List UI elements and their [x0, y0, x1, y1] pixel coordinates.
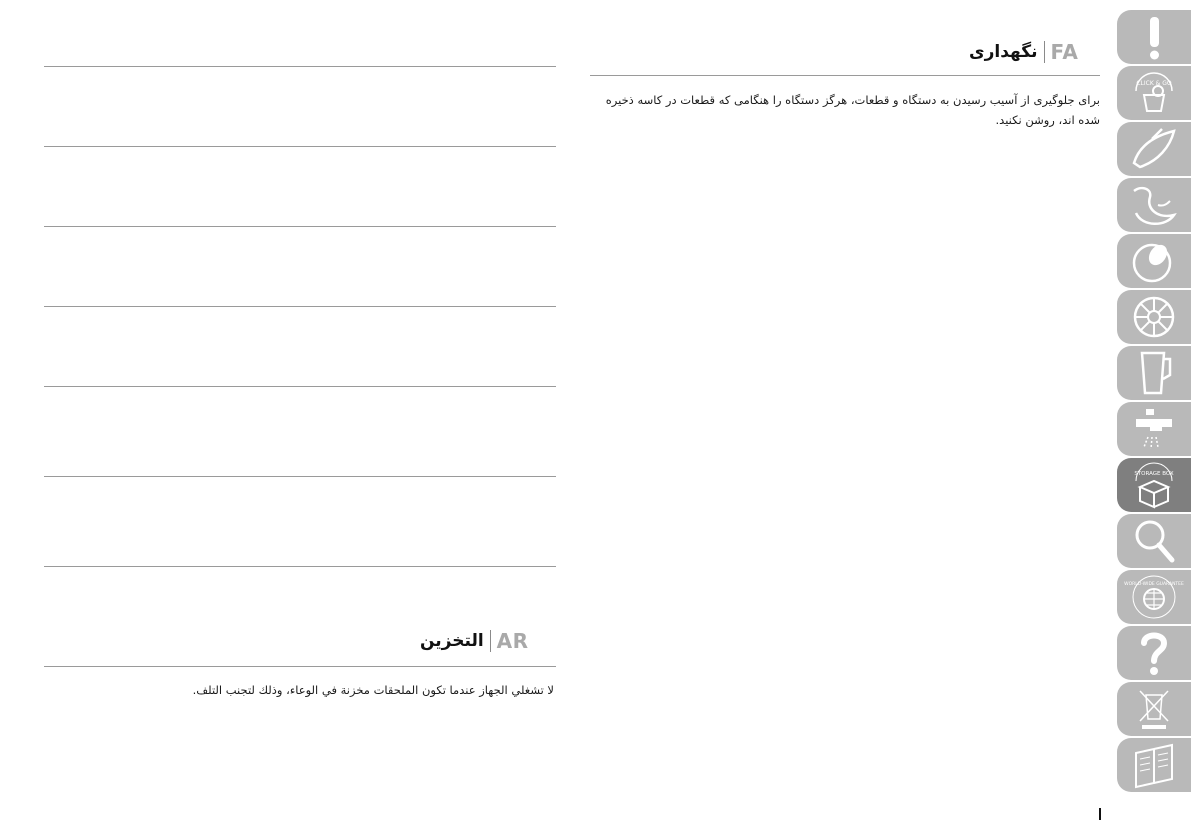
tab-click-and-go[interactable] — [1117, 66, 1191, 120]
blender-jug-icon — [1128, 349, 1180, 397]
tab-storage-box[interactable] — [1117, 458, 1191, 512]
tab-safety[interactable] — [1117, 10, 1191, 64]
tab-cleaning[interactable] — [1117, 402, 1191, 456]
divider-line — [44, 66, 556, 67]
faucet-cleaning-icon — [1128, 405, 1180, 453]
crossed-bin-icon — [1128, 685, 1180, 733]
grater-disc-icon — [1128, 237, 1180, 285]
divider-line — [44, 566, 556, 567]
shredding-disc-icon — [1128, 181, 1180, 229]
slicing-disc-icon — [1128, 125, 1180, 173]
emulsifying-disc-icon — [1128, 293, 1180, 341]
section-heading-ar — [420, 629, 529, 653]
svg-text:STORAGE BOX: STORAGE BOX — [1134, 471, 1174, 477]
section-title-fa: نگهداری — [969, 42, 1038, 62]
heading-separator — [490, 630, 491, 652]
click-and-go-icon — [1128, 69, 1180, 117]
magnifier-icon — [1128, 517, 1180, 565]
tab-emulsifying-disc[interactable] — [1117, 290, 1191, 344]
tab-slicing-disc[interactable] — [1117, 122, 1191, 176]
section-body-fa: برای جلوگیری از آسیب رسیدن به دستگاه و قطعات، هرگز دستگاه را هنگامی که قطعات در کاسه ذخیره شده اند، روشن نکنید. — [605, 93, 1100, 127]
storage-box-icon — [1128, 461, 1180, 509]
exclamation-icon — [1128, 13, 1180, 61]
page-edge-mark — [1099, 808, 1101, 820]
tab-disposal[interactable] — [1117, 682, 1191, 736]
svg-text:CLICK & GO: CLICK & GO — [1136, 80, 1172, 87]
divider-line — [44, 666, 556, 667]
divider-line — [44, 476, 556, 477]
heading-separator — [1044, 41, 1045, 63]
tab-grater-disc[interactable] — [1117, 234, 1191, 288]
language-code-ar: AR — [496, 629, 529, 653]
divider-line — [44, 306, 556, 307]
divider-line — [44, 146, 556, 147]
tab-manual[interactable] — [1117, 738, 1191, 792]
divider-line — [590, 75, 1100, 76]
section-heading-fa — [969, 40, 1078, 64]
section-body-ar: لا تشغلي الجهاز عندما تكون الملحقات مخزنة في الوعاء، وذلك لتجنب التلف. — [192, 683, 554, 697]
section-title-ar: التخزين — [420, 631, 484, 651]
tab-troubleshooting[interactable] — [1117, 514, 1191, 568]
tab-faq[interactable] — [1117, 626, 1191, 680]
tab-blender-jug[interactable] — [1117, 346, 1191, 400]
divider-line — [44, 226, 556, 227]
divider-line — [44, 386, 556, 387]
tab-shredding-disc[interactable] — [1117, 178, 1191, 232]
language-code-fa: FA — [1050, 40, 1079, 64]
world-wide-guarantee-icon — [1124, 573, 1184, 621]
tab-guarantee[interactable] — [1117, 570, 1191, 624]
manual-book-icon — [1128, 741, 1180, 789]
svg-text:WORLD-WIDE GUARANTEE: WORLD-WIDE GUARANTEE — [1124, 582, 1184, 587]
question-mark-icon — [1128, 629, 1180, 677]
